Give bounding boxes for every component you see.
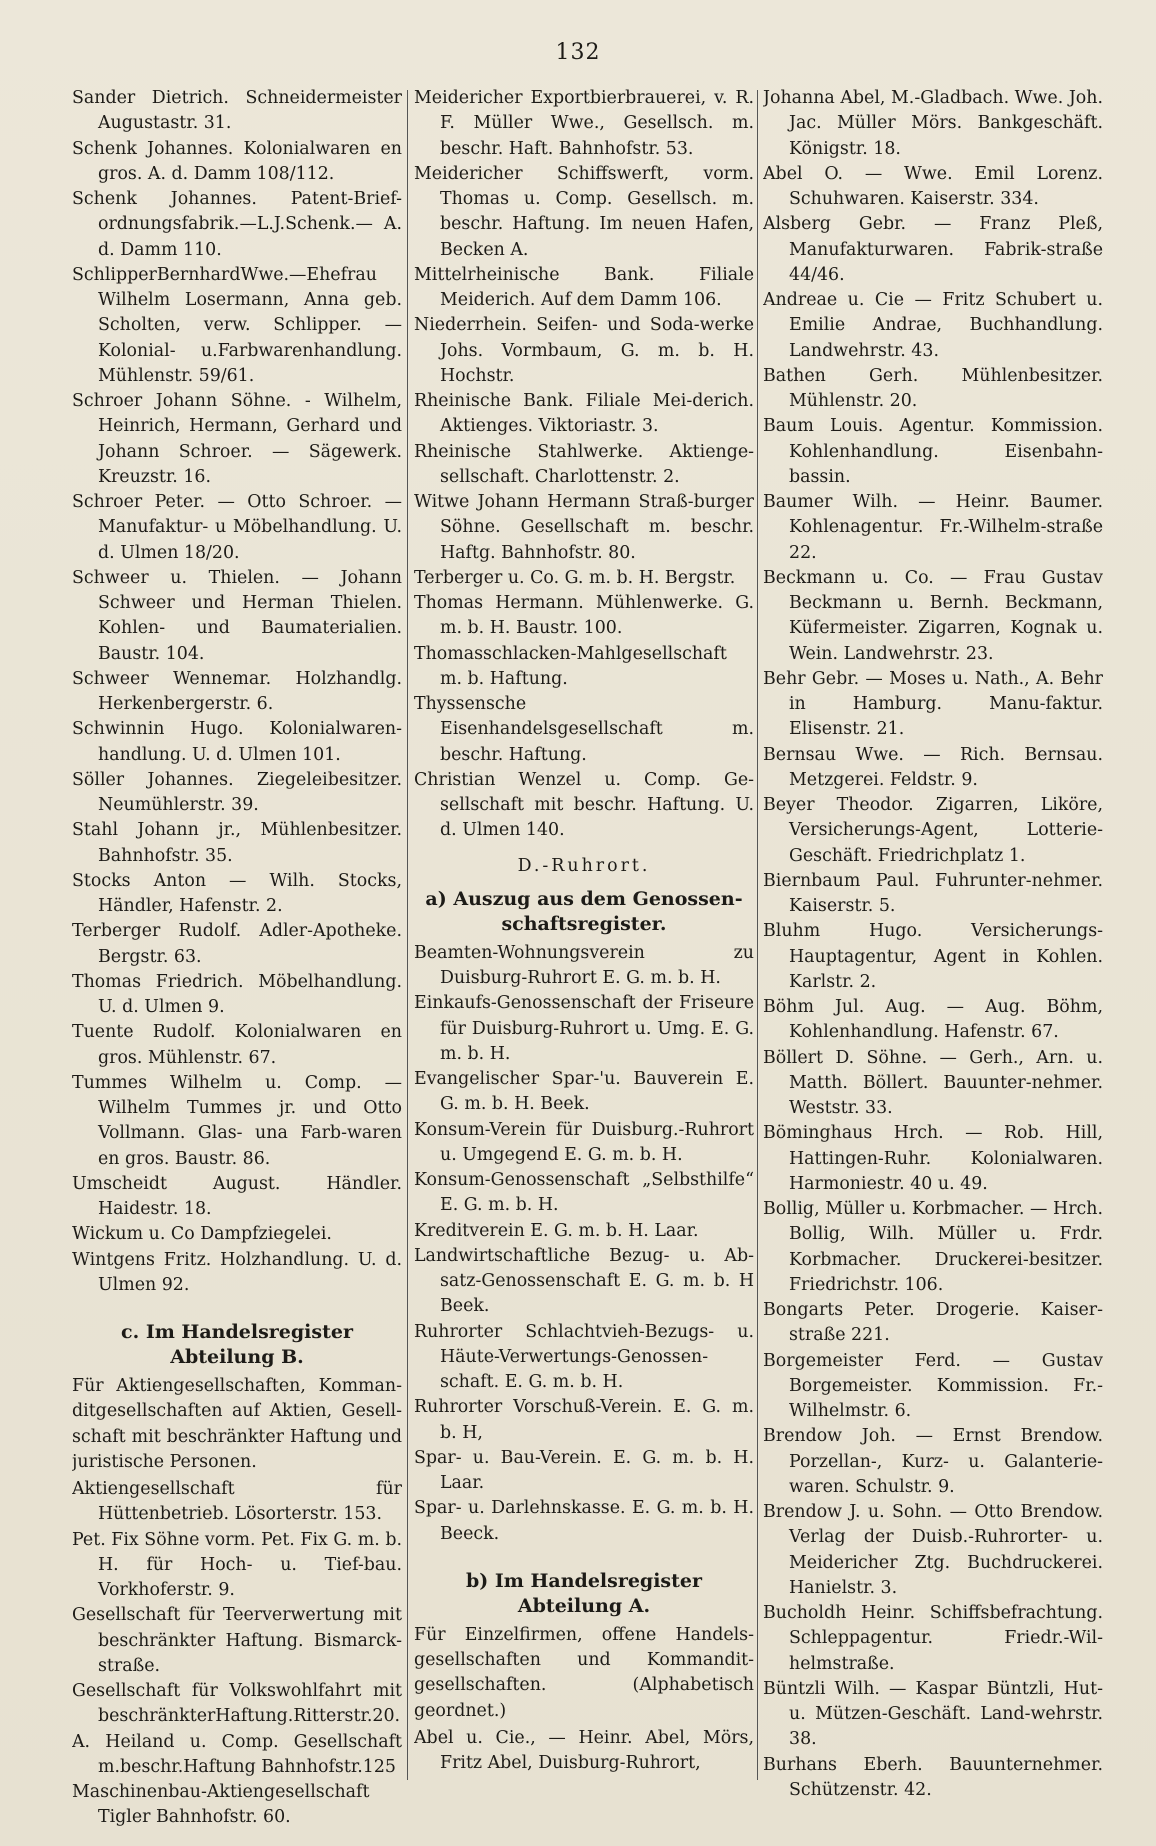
directory-entry: Terberger Rudolf. Adler-Apotheke. Bergstr. 63. (72, 921, 402, 967)
directory-entry: SchlipperBernhardWwe.—Ehefrau Wilhelm Losermann, Anna geb. Scholten, verw. Schlipper. — Kolonial- u.Farbwarenhandlung. Mühlenstr. 59/61. (72, 264, 402, 386)
directory-entry: Thomas Friedrich. Möbelhandlung. U. d. Ulmen 9. (72, 971, 402, 1017)
directory-entry: Spar- u. Bau-Verein. E. G. m. b. H. Laar. (414, 1447, 754, 1493)
directory-entry: Brendow Joh. — Ernst Brendow. Porzellan-, Kurz- u. Galanterie-waren. Schulstr. 9. (763, 1426, 1103, 1497)
directory-entry: Wickum u. Co Dampfziegelei. (72, 1224, 332, 1245)
directory-entry: Bucholdh Heinr. Schiffsbefrachtung. Schleppagentur. Friedr.-Wil-helmstraße. (763, 1603, 1103, 1674)
directory-entry: Tuente Rudolf. Kolonialwaren en gros. Mühlenstr. 67. (72, 1022, 402, 1068)
directory-entry: Bluhm Hugo. Versicherungs-Hauptagentur, Agent in Kohlen. Karlstr. 2. (763, 921, 1103, 992)
directory-entry: Tummes Wilhelm u. Comp. — Wilhelm Tummes jr. und Otto Vollmann. Glas- una Farb-waren en gros. Baustr. 86. (72, 1072, 402, 1169)
directory-entry: Wintgens Fritz. Holzhandlung. U. d. Ulmen 92. (72, 1249, 402, 1295)
directory-entry: Schwinnin Hugo. Kolonialwaren-handlung. U. d. Ulmen 101. (72, 719, 402, 765)
directory-entry: Stocks Anton — Wilh. Stocks, Händler, Hafenstr. 2. (72, 870, 402, 916)
directory-entry: Meidericher Exportbierbrauerei, v. R. F. Müller Wwe., Gesellsch. m. beschr. Haft. Bahnhofstr. 53. (414, 88, 754, 159)
directory-entry: Umscheidt August. Händler. Haidestr. 18. (72, 1173, 402, 1219)
directory-entry: Böhm Jul. Aug. — Aug. Böhm, Kohlenhandlung. Hafenstr. 67. (763, 997, 1103, 1043)
column-1-entries-b (72, 1477, 402, 1826)
directory-entry: Borgemeister Ferd. — Gustav Borgemeister. Kommission. Fr.-Wilhelmstr. 6. (763, 1350, 1103, 1421)
directory-entry: Aktiengesellschaft für Hüttenbetrieb. Lösorterstr. 153. (72, 1479, 402, 1525)
directory-entry: A. Heiland u. Comp. Gesellschaft m.beschr.Haftung Bahnhofstr.125 (72, 1731, 402, 1777)
directory-entry: Rheinische Bank. Filiale Mei-derich. Aktienges. Viktoriastr. 3. (414, 391, 754, 437)
directory-entry: Bernsau Wwe. — Rich. Bernsau. Metzgerei. Feldstr. 9. (763, 744, 1103, 790)
directory-entry: Baum Louis. Agentur. Kommission. Kohlenhandlung. Eisenbahn-bassin. (763, 416, 1103, 487)
column-2 (414, 86, 754, 1826)
page-number: 132 (555, 40, 601, 65)
directory-entry: Gesellschaft für Teerverwertung mit beschränkter Haftung. Bismarck-straße. (72, 1605, 402, 1676)
directory-entry: Böllert D. Söhne. — Gerh., Arn. u. Matth. Böllert. Bauunter-nehmer. Weststr. 33. (763, 1047, 1103, 1118)
directory-entry: Bongarts Peter. Drogerie. Kaiser-straße 221. (763, 1300, 1103, 1346)
directory-entry: Böminghaus Hrch. — Rob. Hill, Hattingen-Ruhr. Kolonialwaren. Harmoniestr. 40 u. 49. (763, 1123, 1103, 1194)
intro-handelsregister-a: Für Einzelfirmen, offene Handels-gesellschaften und Kommandit-gesellschaften. (Alphabetisch geordnet.) (414, 1624, 754, 1721)
directory-entry: Pet. Fix Söhne vorm. Pet. Fix G. m. b. H. für Hoch- u. Tief-bau. Vorkhoferstr. 9. (72, 1529, 402, 1600)
section-title-ruhrort: D.-Ruhrort. (517, 855, 651, 876)
directory-entry: Baumer Wilh. — Heinr. Baumer. Kohlenagentur. Fr.-Wilhelm-straße 22. (763, 492, 1103, 563)
directory-entry: Andreae u. Cie — Fritz Schubert u. Emilie Andrae, Buchhandlung. Landwehrstr. 43. (763, 290, 1103, 361)
directory-entry: Witwe Johann Hermann Straß-burger Söhne. Gesellschaft m. beschr. Haftg. Bahnhofstr. 80. (414, 492, 754, 563)
directory-entry: Ruhrorter Schlachtvieh-Bezugs- u. Häute-Verwertungs-Genossen-schaft. E. G. m. b. H. (414, 1321, 754, 1392)
directory-entry: Christian Wenzel u. Comp. Ge-sellschaft mit beschr. Haftung. U. d. Ulmen 140. (414, 769, 754, 841)
directory-entry: Spar- u. Darlehnskasse. E. G. m. b. H. Beeck. (414, 1498, 754, 1544)
directory-entry: Kreditverein E. G. m. b. H. Laar. (414, 1220, 699, 1241)
directory-entry: Meidericher Schiffswerft, vorm. Thomas u. Comp. Gesellsch. m. beschr. Haftung. Im neuen Hafen, Becken A. (414, 163, 754, 260)
directory-entry: Konsum-Genossenschaft „Selbsthilfe“ E. G. m. b. H. (414, 1170, 754, 1216)
directory-entry: Thomasschlacken-Mahlgesellschaft m. b. Haftung. (414, 643, 727, 689)
directory-entry: Beamten-Wohnungsverein zu Duisburg-Ruhrort E. G. m. b. H. (414, 942, 754, 988)
directory-entry: Behr Gebr. — Moses u. Nath., A. Behr in Hamburg. Manu-faktur. Elisenstr. 21. (763, 668, 1103, 740)
directory-entry: Beyer Theodor. Zigarren, Liköre, Versicherungs-Agent, Lotterie-Geschäft. Friedrichplatz 1. (763, 795, 1103, 866)
column-1 (72, 86, 402, 1826)
directory-entry: Sander Dietrich. Schneidermeister Augustastr. 31. (72, 88, 402, 134)
directory-entry: Abel O. — Wwe. Emil Lorenz. Schuhwaren. Kaiserstr. 334. (763, 163, 1103, 209)
directory-entry: Evangelischer Spar-'u. Bauverein E. G. m. b. H. Beek. (414, 1069, 754, 1115)
column-2-entries (414, 86, 754, 844)
directory-entry: Rheinische Stahlwerke. Aktienge-sellschaft. Charlottenstr. 2. (414, 441, 754, 487)
directory-entry: Schenk Johannes. Patent-Brief-ordnungsfabrik.—L.J.Schenk.— A. d. Damm 110. (72, 189, 402, 260)
directory-entry: Johanna Abel, M.-Gladbach. Wwe. Joh. Jac. Müller Mörs. Bankgeschäft. Königstr. 18. (763, 88, 1103, 159)
directory-entry: Schroer Johann Söhne. - Wilhelm, Heinrich, Hermann, Gerhard und Johann Schroer. — Sägewerk. Kreuzstr. 16. (72, 391, 402, 487)
directory-entry: Einkaufs-Genossenschaft der Friseure für Duisburg-Ruhrort u. Umg. E. G. m. b. H. (414, 993, 754, 1064)
directory-entry: Schenk Johannes. Kolonialwaren en gros. A. d. Damm 108/112. (72, 138, 402, 184)
spacer (72, 1298, 402, 1312)
directory-entry: Söller Johannes. Ziegeleibesitzer. Neumühlerstr. 39. (72, 769, 402, 815)
directory-entry: Thomas Hermann. Mühlenwerke. G. m. b. H. Baustr. 100. (414, 593, 754, 639)
column-2-entries-a (414, 941, 754, 1547)
directory-entry: Gesellschaft für Volkswohlfahrt mit beschränkterHaftung.Ritterstr.20. (72, 1681, 402, 1727)
column-divider-left (407, 90, 408, 1780)
directory-entry: Abel u. Cie., — Heinr. Abel, Mörs, Fritz Abel, Duisburg-Ruhrort, (414, 1727, 754, 1773)
directory-entry: Bollig, Müller u. Korbmacher. — Hrch. Bollig, Wilh. Müller u. Frdr. Korbmacher. Druckerei-besitzer. Friedrichstr. 106. (763, 1199, 1103, 1295)
intro-handelsregister-b: Für Aktiengesellschaften, Komman-ditgesellschaften auf Aktien, Gesell-schaft mit beschränkter Haftung und juristische Personen. (72, 1376, 402, 1472)
directory-entry: Terberger u. Co. G. m. b. H. Bergstr. (414, 567, 736, 588)
directory-entry: Schroer Peter. — Otto Schroer. — Manufaktur- u Möbelhandlung. U. d. Ulmen 18/20. (72, 492, 402, 563)
heading-handelsregister-b: c. Im Handelsregister Abteilung B. (121, 1321, 353, 1368)
heading-handelsregister-a: b) Im Handelsregister Abteilung A. (465, 1569, 703, 1617)
column-divider-right (757, 90, 758, 1780)
column-3 (763, 86, 1103, 1826)
directory-entry: Konsum-Verein für Duisburg.-Ruhrort u. Umgegend E. G. m. b. H. (414, 1119, 754, 1165)
directory-entry: Büntzli Wilh. — Kaspar Büntzli, Hut- u. Mützen-Geschäft. Land-wehrstr. 38. (763, 1678, 1103, 1750)
column-2-entries-b (414, 1726, 754, 1777)
heading-genossenschaftsregister: a) Auszug aus dem Genossen-schaftsregister. (425, 887, 743, 935)
directory-entry: Schweer u. Thielen. — Johann Schweer und Herman Thielen. Kohlen- und Baumaterialien. Baustr. 104. (72, 567, 402, 664)
directory-entry: Niederrhein. Seifen- und Soda-werke Johs. Vormbaum, G. m. b. H. Hochstr. (414, 315, 754, 386)
directory-entry: Beckmann u. Co. — Frau Gustav Beckmann u. Bernh. Beckmann, Küfermeister. Zigarren, Kognak u. Wein. Landwehrstr. 23. (763, 567, 1103, 664)
spacer (414, 1547, 754, 1561)
directory-entry: Brendow J. u. Sohn. — Otto Brendow. Verlag der Duisb.-Ruhrorter- u. Meidericher Ztg. Buchdruckerei. Hanielstr. 3. (763, 1502, 1103, 1598)
directory-entry: Ruhrorter Vorschuß-Verein. E. G. m. b. H, (414, 1397, 754, 1443)
directory-entry: Maschinenbau-Aktiengesellschaft Tigler Bahnhofstr. 60. (72, 1782, 370, 1826)
column-1-entries (72, 86, 402, 1298)
directory-entry: Bathen Gerh. Mühlenbesitzer. Mühlenstr. 20. (763, 365, 1103, 411)
directory-entry: Alsberg Gebr. — Franz Pleß, Manufakturwaren. Fabrik-straße 44/46. (763, 214, 1103, 285)
directory-entry: Burhans Eberh. Bauunternehmer. Schützenstr. 42. (763, 1754, 1103, 1800)
directory-entry: Stahl Johann jr., Mühlenbesitzer. Bahnhofstr. 35. (72, 820, 402, 866)
directory-entry: Thyssensche Eisenhandelsgesellschaft m. beschr. Haftung. (414, 694, 754, 765)
directory-entry: Mittelrheinische Bank. Filiale Meiderich. Auf dem Damm 106. (414, 264, 754, 310)
directory-entry: Biernbaum Paul. Fuhrunter-nehmer. Kaiserstr. 5. (763, 870, 1103, 916)
directory-entry: Schweer Wennemar. Holzhandlg. Herkenbergerstr. 6. (72, 668, 402, 714)
column-3-entries (763, 86, 1103, 1803)
directory-entry: Landwirtschaftliche Bezug- u. Ab-satz-Genossenschaft E. G. m. b. H Beek. (414, 1245, 754, 1317)
